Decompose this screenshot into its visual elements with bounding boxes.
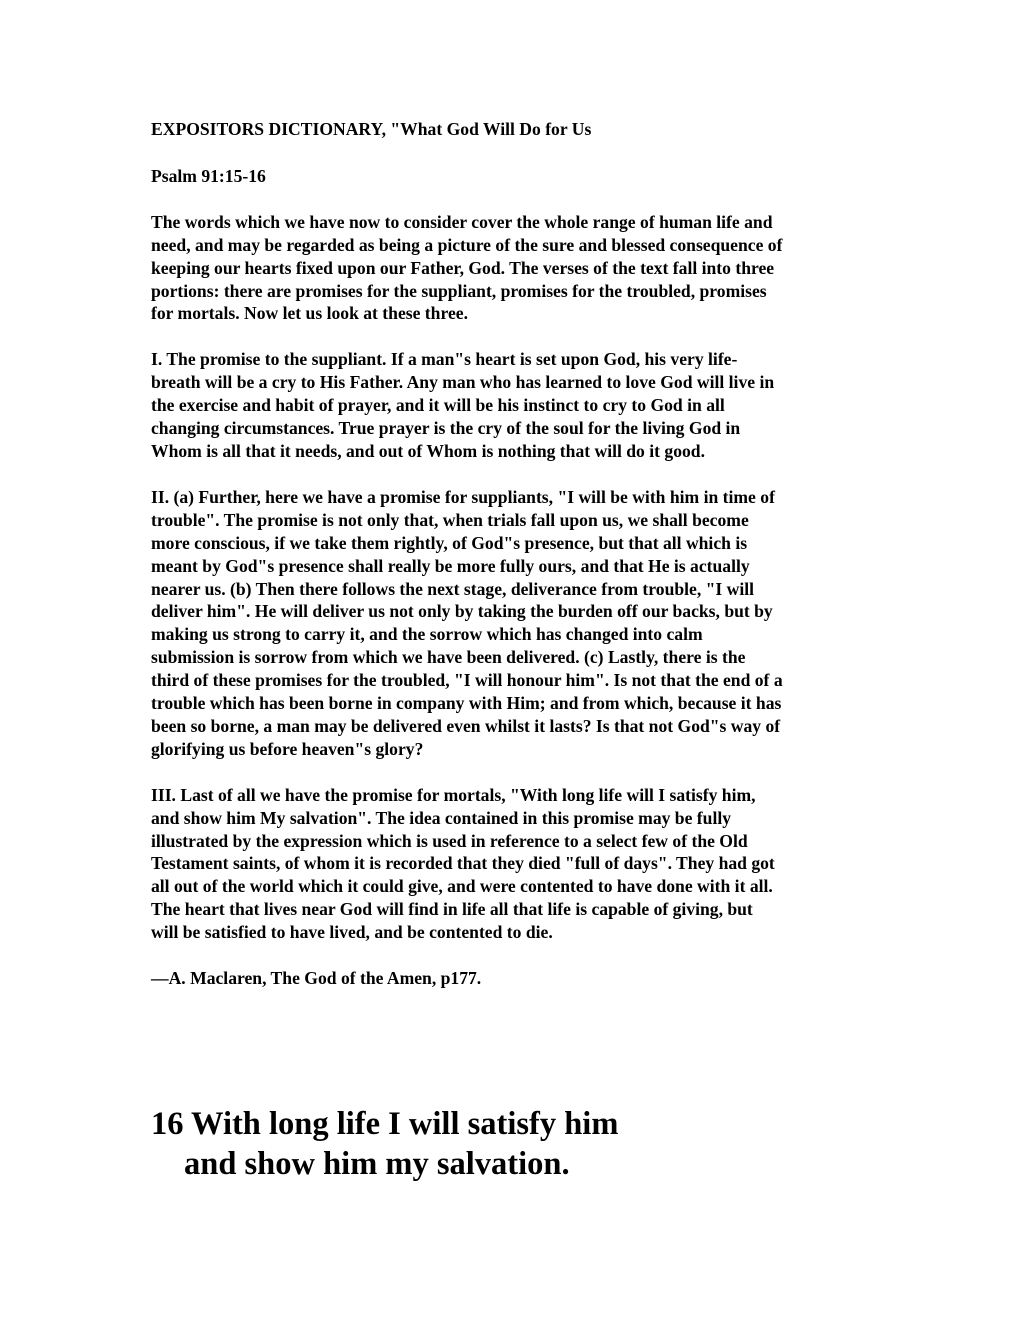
text-line: more conscious, if we take them rightly, of God"s presence, but that all which is bbox=[151, 532, 748, 553]
verse-line-1: 16 With long life I will satisfy him bbox=[151, 1106, 619, 1142]
text-line: II. (a) Further, here we have a promise for suppliants, "I will be with him in time of bbox=[151, 486, 775, 507]
intro-paragraph bbox=[151, 211, 891, 326]
section-2-paragraph bbox=[151, 486, 891, 761]
text-line: making us strong to carry it, and the sorrow which has changed into calm bbox=[151, 624, 703, 645]
text-line: keeping our hearts fixed upon our Father, God. The verses of the text fall into three bbox=[151, 257, 775, 278]
text-line: been so borne, a man may be delivered even whilst it lasts? Is that not God"s way of bbox=[151, 715, 781, 736]
text-line: portions: there are promises for the suppliant, promises for the troubled, promises bbox=[151, 280, 767, 301]
text-line: trouble". The promise is not only that, when trials fall upon us, we shall become bbox=[151, 509, 749, 530]
text-line: the exercise and habit of prayer, and it will be his instinct to cry to God in all bbox=[151, 395, 725, 416]
text-line: Whom is all that it needs, and out of Whom is nothing that will do it good. bbox=[151, 440, 705, 461]
text-line: all out of the world which it could give, and were contented to have done with it all. bbox=[151, 876, 773, 897]
verse-text bbox=[151, 1104, 618, 1184]
scripture-reference: Psalm 91:15-16 bbox=[151, 165, 266, 186]
document-body bbox=[151, 118, 891, 990]
text-line: The words which we have now to consider cover the whole range of human life and bbox=[151, 211, 773, 232]
section-3-paragraph bbox=[151, 784, 891, 944]
text-line: trouble which has been borne in company with Him; and from which, because it has bbox=[151, 693, 782, 714]
text-line: breath will be a cry to His Father. Any man who has learned to love God will live in bbox=[151, 372, 775, 393]
text-line: I. The promise to the suppliant. If a man"s heart is set upon God, his very life- bbox=[151, 349, 738, 370]
text-line: nearer us. (b) Then there follows the next stage, deliverance from trouble, "I will bbox=[151, 578, 755, 599]
text-line: changing circumstances. True prayer is the cry of the soul for the living God in bbox=[151, 418, 741, 439]
text-line: Testament saints, of whom it is recorded that they died "full of days". They had got bbox=[151, 853, 775, 874]
text-line: illustrated by the expression which is used in reference to a select few of the Old bbox=[151, 830, 748, 851]
verse-line-2: and show him my salvation. bbox=[184, 1146, 570, 1182]
text-line: third of these promises for the troubled, "I will honour him". Is not that the end of a bbox=[151, 670, 783, 691]
text-line: will be satisfied to have lived, and be contented to die. bbox=[151, 922, 553, 943]
text-line: glorifying us before heaven"s glory? bbox=[151, 738, 424, 759]
document-heading: EXPOSITORS DICTIONARY, "What God Will Do for Us bbox=[151, 119, 592, 139]
text-line: for mortals. Now let us look at these three. bbox=[151, 303, 468, 324]
attribution: —A. Maclaren, The God of the Amen, p177. bbox=[151, 968, 482, 989]
text-line: deliver him". He will deliver us not only by taking the burden off our backs, but by bbox=[151, 601, 773, 622]
text-line: The heart that lives near God will find in life all that life is capable of giving, but bbox=[151, 899, 753, 920]
section-1-paragraph bbox=[151, 348, 891, 463]
text-line: submission is sorrow from which we have been delivered. (c) Lastly, there is the bbox=[151, 647, 746, 668]
text-line: meant by God"s presence shall really be more fully ours, and that He is actually bbox=[151, 555, 750, 576]
text-line: and show him My salvation". The idea contained in this promise may be fully bbox=[151, 807, 732, 828]
text-line: III. Last of all we have the promise for mortals, "With long life will I satisfy him, bbox=[151, 784, 756, 805]
text-line: need, and may be regarded as being a picture of the sure and blessed consequence of bbox=[151, 234, 783, 255]
